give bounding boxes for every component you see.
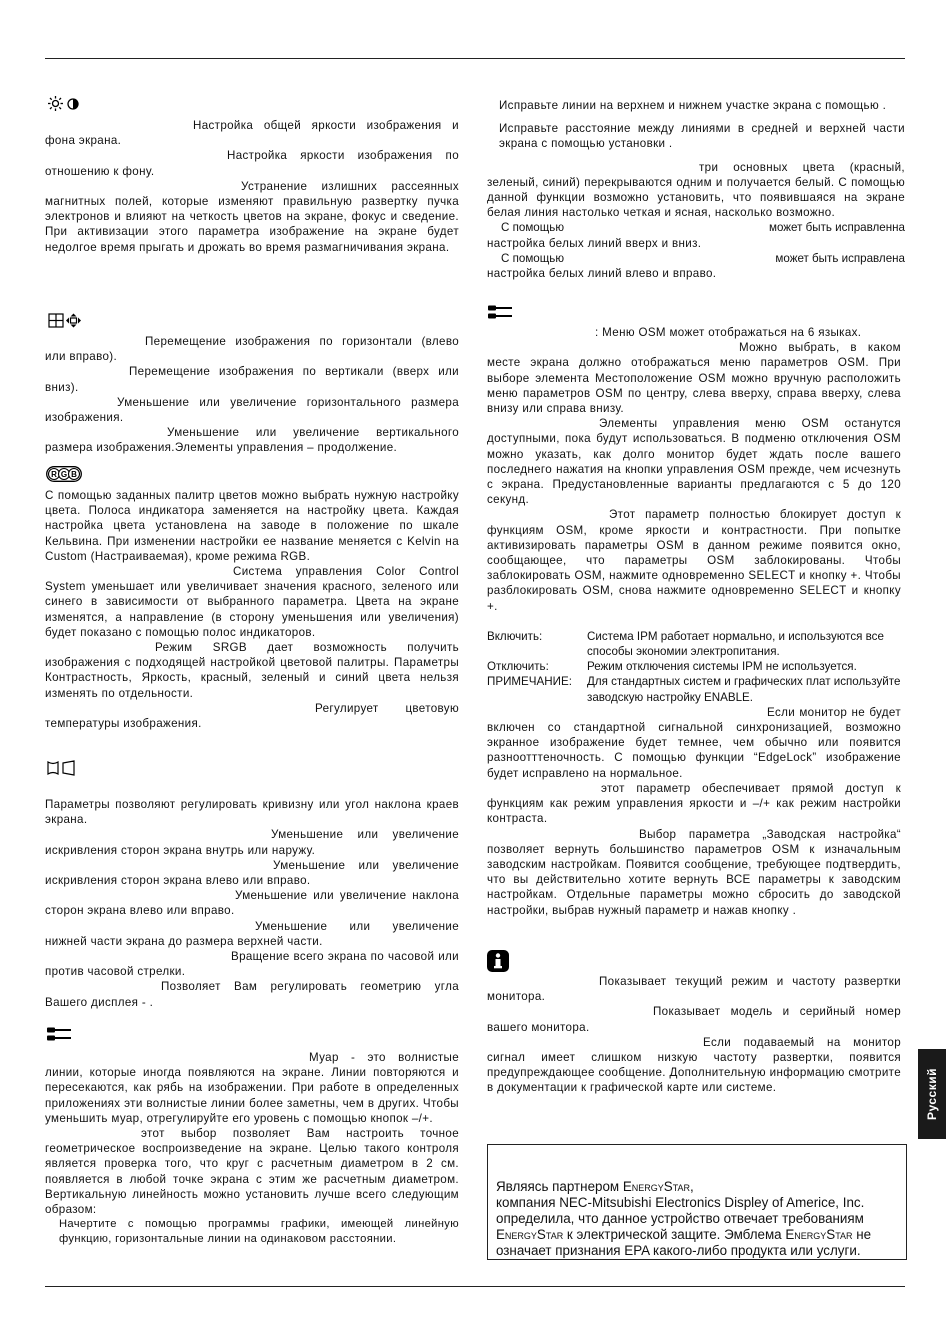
tools-icon-wrap-right	[487, 304, 513, 320]
language-side-tab	[918, 1049, 946, 1139]
left-para-7: Уменьшение или увеличение вертикального размера изображения.Элементы управления – продолжение.	[45, 426, 459, 455]
right-para-11: этот параметр обеспечивает прямой доступ к функциям как режим управления яркости и –/+ как режим настройки контраста.	[487, 781, 901, 826]
right-para-9: Этот параметр полностью блокирует доступ к функциям OSM, кроме яркости и контрастности. При попытке активизировать параметры OSM в данном режиме появится окно, сообщающее, что параметры OSM заблокированы. Чтобы заблокировать OSM, нажмите одновременно SELECT и кнопку +. Чтобы разблокировать OSM, снова нажмите одновременно SELECT и кнопку +.	[487, 508, 901, 613]
left-para-10: Режим SRGB дает возможность получить изображения с подходящей настройкой цветовой палитры. Параметры Контрастность, Яркость, красный, зеленый и синий цвета нельзя изменять по отдельности.	[45, 641, 459, 700]
left-column-5	[45, 1050, 459, 1248]
ipm-desc: Система IPM работает нормально, и используются все способы экономии электропитания.	[587, 629, 884, 659]
right-para-5c: настройка белых линий влево и вправо.	[487, 267, 717, 281]
tools-icon-right	[487, 304, 513, 320]
right-column	[487, 98, 905, 281]
left-para-14: Уменьшение или увеличение искривления сторон экрана влево или вправо.	[45, 858, 459, 888]
ipm-term: Отключить:	[487, 660, 549, 674]
ipm-row	[487, 659, 901, 674]
left-para-9: Система управления Color Control System уменьшает или увеличивает значения красного, зеленого или синего в зависимости от выбранного параметра. Цвета на экране изменятся, а направление (в сторону уменьшения или увеличения) будет показано с помощью полос индикаторов.	[45, 565, 459, 639]
right-para-6: : Меню OSM может отображаться на 6 языках.	[595, 326, 862, 339]
right-para-10: Если монитор не будет включен со стандартной сигнальной синхронизацией, возможно экранное изображение будет темнее, чем обычно или появится разноотттеночность. С помощью функции “EdgeLock” изображение будет исправлено на нормальное.	[487, 705, 901, 780]
left-para-19: Муар - это волнистые линии, которые иногда появляются на экране. Линии повторяются и пересекаются, как рябь на изображении. При работе в определенных приложениях эти волнистые линии более заметны, чем в других. Чтобы уменьшить муар, отрегулируйте его уровень с помощью кнопок –/+.	[45, 1051, 459, 1125]
ipm-row	[487, 629, 901, 659]
svg-text:R: R	[51, 470, 57, 479]
left-column-3	[45, 488, 459, 731]
right-para-13: Показывает текущий режим и частоту развертки монитора.	[487, 975, 901, 1004]
rgb-icon	[46, 466, 82, 482]
left-para-11: Регулирует цветовую температуры изображения.	[45, 701, 459, 731]
energystar-line: определила, что данное устройство отвечает требованиям	[496, 1211, 864, 1226]
energystar-line: компания NEC-Mitsubishi Electronics Displey of Americe, Inc.	[496, 1195, 865, 1210]
left-para-4: Перемещение изображения по горизонтали (влево или вправо).	[45, 335, 459, 364]
right-column-3	[487, 974, 901, 1096]
brightness-icon	[48, 96, 63, 111]
left-para-18: Позволяет Вам регулировать геометрию угла Вашего дисплея - .	[45, 980, 459, 1009]
ipm-row	[487, 674, 901, 704]
right-para-7: Можно выбрать, в каком месте экрана должно отображаться меню параметров OSM. При выборе элемента Местоположение OSM можно вручную расположить меню параметров OSM по центру, слева вверху, справа вверху, слева внизу или справа внизу.	[487, 341, 901, 416]
left-para-15: Уменьшение или увеличение наклона сторон экрана влево или вправо.	[45, 889, 459, 918]
right-para-5a: С помощью	[501, 251, 565, 265]
bottom-rule	[45, 1286, 905, 1287]
energystar-notice	[487, 1144, 907, 1260]
left-para-13: Уменьшение или увеличение искривления сторон экрана внутрь или наружу.	[45, 828, 459, 857]
left-para-1: Настройка общей яркости изображения и фона экрана.	[45, 119, 459, 148]
geometry-icon	[46, 760, 76, 776]
tools-icon-wrap-left	[46, 1026, 72, 1042]
tools-icon	[46, 1026, 72, 1042]
ipm-term: ПРИМЕЧАНИЕ:	[487, 675, 572, 689]
ipm-desc: Режим отключения системы IPM не используется.	[587, 660, 857, 674]
left-para-2: Настройка яркости изображения по отношению к фону.	[45, 149, 459, 178]
left-para-16: Уменьшение или увеличение нижней части экрана до размера верхней части.	[45, 919, 459, 948]
left-column-2	[45, 334, 459, 456]
right-para-5b: может быть исправлена	[775, 251, 905, 265]
geometry-icon-wrap	[46, 760, 76, 776]
info-icon	[487, 950, 509, 972]
right-para-4b: может быть исправленна	[769, 221, 905, 235]
left-para-17: Вращение всего экрана по часовой или против часовой стрелки.	[45, 950, 459, 979]
right-para-3: три основных цвета (красный, зеленый, синий) перекрываются одним и получается белый. С помощью данной функции возможно установить, что появившаяся на экране белая линия настолько четкая и ясная, насколько возможно.	[487, 160, 905, 220]
left-column-4	[45, 797, 459, 1010]
right-para-14: Показывает модель и серийный номер вашего монитора.	[487, 1005, 901, 1034]
svg-text:G: G	[60, 470, 68, 479]
top-rule	[45, 58, 905, 59]
right-para-12: Выбор параметра „Заводская настройка“ позволяет вернуть большинство параметров OSM к изначальным заводским настройкам. Появится сообщение, требующее подтвердить, что вы действительно хотите вернуть ВСЕ параметры к заводским настройкам. Отдельные параметры можно сбросить до заводской настройки, выбрав нужный параметр и нажав кнопку .	[487, 827, 901, 917]
left-para-21: Начертите с помощью программы графики, имеющей линейную функцию, горизонтальные линии на одинаковом расстоянии.	[59, 1218, 459, 1246]
left-column	[45, 118, 459, 255]
ipm-term: Включить:	[487, 629, 543, 643]
right-para-4a: С помощью	[501, 221, 565, 235]
left-para-5: Перемещение изображения по вертикали (вверх или вниз).	[45, 365, 459, 394]
svg-text:B: B	[71, 470, 77, 479]
right-para-8: Элементы управления меню OSM останутся доступными, пока будут использоваться. В подменю отключения OSM можно указать, как долго монитор будет ждать после вашего последнего нажатия на кнопки управления OSM прежде, чем исчезнуть с экрана. Предустановленные варианты предлагаются с 5 до 120 секунд.	[487, 417, 901, 507]
info-icon-wrap	[487, 950, 509, 972]
right-column-2	[487, 325, 901, 918]
right-para-4c: настройка белых линий вверх и вниз.	[487, 236, 702, 250]
rgb-icon-wrap	[46, 466, 82, 482]
right-para-15: Если подаваемый на монитор сигнал имеет слишком низкую частоту развертки, появится предупреждающее сообщение. Дополнительную информацию смотрите в документации к графической карте или системе.	[487, 1035, 901, 1095]
position-size-icons	[48, 313, 82, 328]
energystar-line: Являясь партнером EnergyStar,	[496, 1179, 694, 1194]
left-para-6: Уменьшение или увеличение горизонтального размера изображения.	[45, 395, 459, 425]
ipm-desc: Для стандартных систем и графических плат используйте заводскую настройку ENABLE.	[587, 675, 901, 704]
size-position-icon	[48, 313, 82, 328]
right-para-1: Исправьте линии на верхнем и нижнем участке экрана с помощью .	[499, 99, 887, 112]
language-label: Русский	[925, 1068, 939, 1120]
ipm-list	[487, 629, 901, 705]
energystar-line: EnergyStar к электрической защите. Эмблема EnergyStar не	[496, 1227, 872, 1242]
energystar-line: означает признания EPA какого-либо продукта или услуги.	[496, 1243, 861, 1258]
left-para-12: Параметры позволяют регулировать кривизну или угол наклона краев экрана.	[45, 798, 459, 827]
energystar-brand: EnergyStar	[622, 1179, 691, 1194]
contrast-icon	[67, 98, 79, 110]
right-para-2: Исправьте расстояние между линиями в средней и верхней части экрана с помощью установки .	[499, 122, 905, 151]
left-para-8: С помощью заданных палитр цветов можно выбрать нужную настройку цвета. Полоса индикатора заменяется на настройку цвета. Каждая настройка цвета установлена на заводе в положение по шкале Кельвина. При изменении настройки ее название меняется с Kelvin на Custom (Настраиваемая), кроме режима RGB.	[45, 489, 459, 563]
brightness-contrast-icons	[48, 96, 79, 111]
left-para-20: этот выбор позволяет Вам настроить точное геометрическое воспроизведение на экране. Целью такого контроля является проверка того, что круг с расчетным диаметром в 2 см. появляется в любой точке экрана с этим же расчетным диаметром. Вертикальную линейность можно установить лучше всего следующим образом:	[45, 1127, 459, 1217]
left-para-3: Устранение излишних рассеянных магнитных полей, которые изменяют правильную развертку пучка электронов и влияют на четкость цветов на экране, фокус и сведение. При активизации этого параметра изображение на экране будет недолгое время прыгать и дрожать во время размагничивания экрана.	[45, 179, 459, 254]
